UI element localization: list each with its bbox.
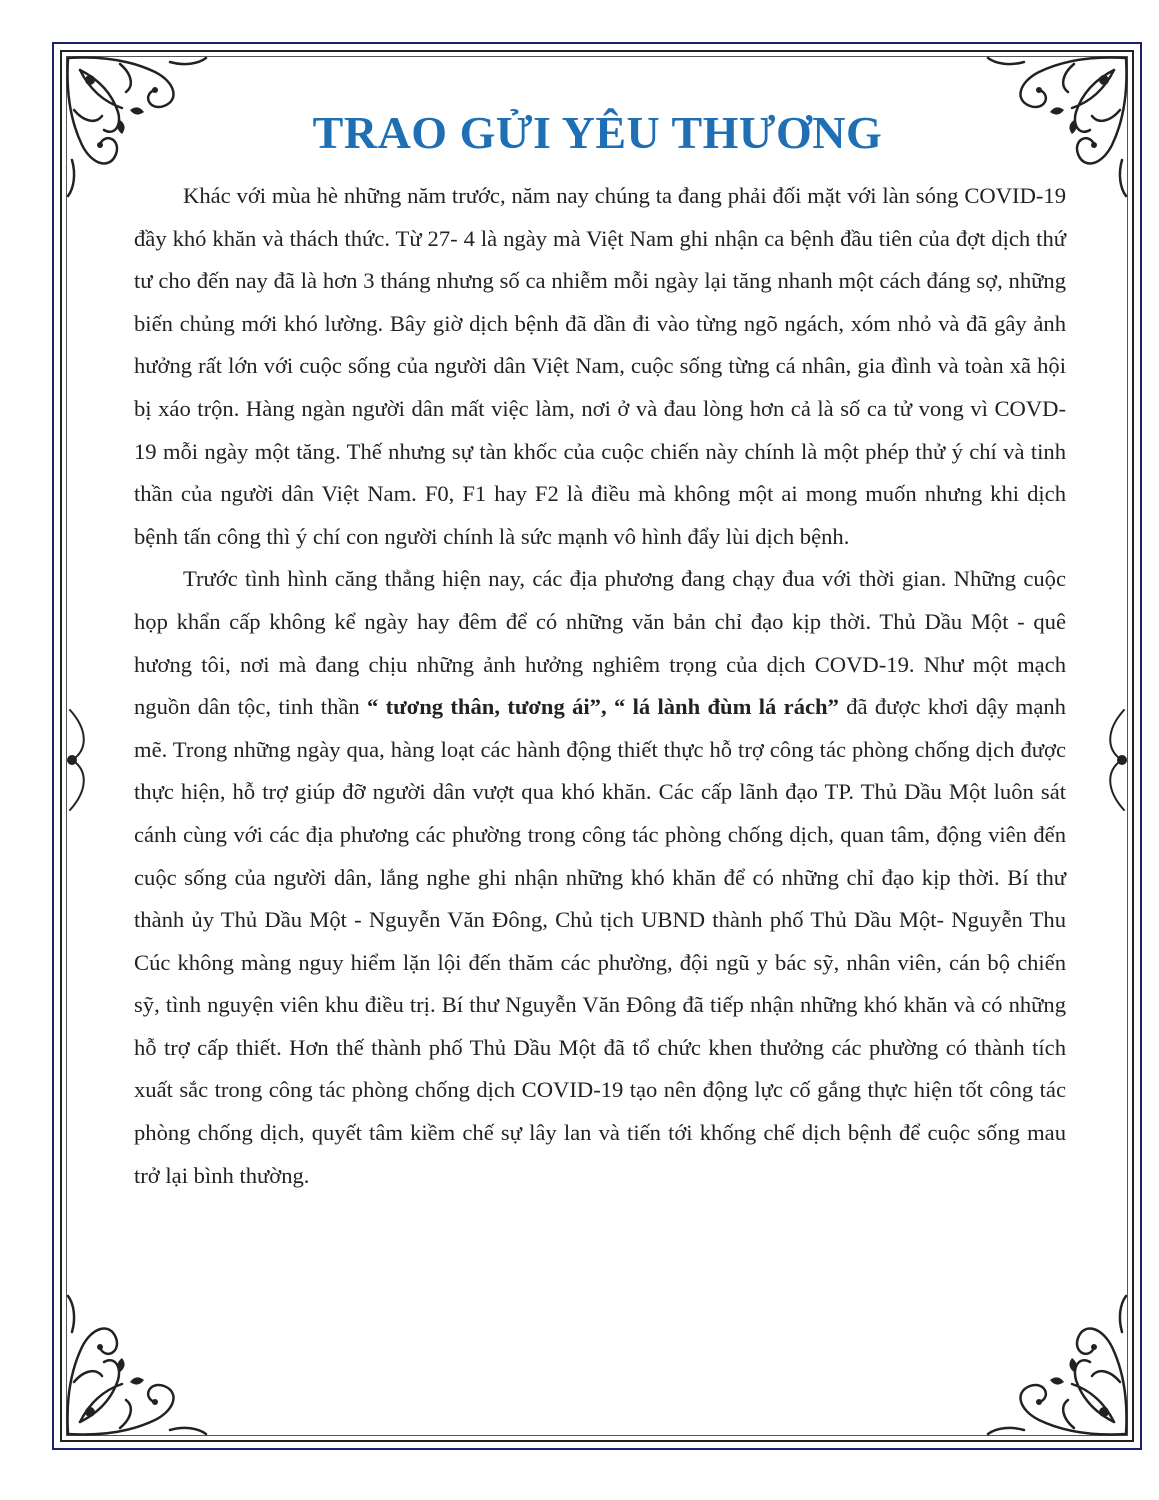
paragraph-2-part-2: đã được khơi dậy mạnh mẽ. Trong những ngày qua, hàng loạt các hành động thiết thực hỗ trợ công tác phòng chống dịch được thực hiện, hỗ trợ giúp đỡ người dân vượt qua khó khăn. Các cấp lãnh đạo TP. Thủ Dầu Một luôn sát cánh cùng với các địa phương các phường trong công tác phòng chống dịch, quan tâm, động viên đến cuộc sống của người dân, lắng nghe ghi nhận những khó khăn để có những chỉ đạo kịp thời. Bí thư thành ủy Thủ Dầu Một - Nguyễn Văn Đông, Chủ tịch UBND thành phố Thủ Dầu Một- Nguyễn Thu Cúc không màng nguy hiểm lặn lội đến thăm các phường, đội ngũ y bác sỹ, nhân viên, cán bộ chiến sỹ, tình nguyện viên khu điều trị. Bí thư Nguyễn Văn Đông đã tiếp nhận những khó khăn và có những hỗ trợ cấp thiết. Hơn thế thành phố Thủ Dầu Một đã tổ chức khen thưởng các phường có thành tích xuất sắc trong công tác phòng chống dịch COVID-19 tạo nên động lực cố gắng thực hiện tốt công tác phòng chống dịch, quyết tâm kiềm chế sự lây lan và tiến tới khống chế dịch bệnh để cuộc sống mau trở lại bình thường. [134, 694, 1066, 1188]
corner-flourish-bottom-left [60, 1292, 210, 1442]
article-body [134, 175, 1066, 1197]
corner-flourish-bottom-right [984, 1292, 1134, 1442]
paragraph-1: Khác với mùa hè những năm trước, năm nay chúng ta đang phải đối mặt với làn sóng COVID-19 đầy khó khăn và thách thức. Từ 27- 4 là ngày mà Việt Nam ghi nhận ca bệnh đầu tiên của đợt dịch thứ tư cho đến nay đã là hơn 3 tháng nhưng số ca nhiễm mỗi ngày lại tăng nhanh một cách đáng sợ, những biến chủng mới khó lường. Bây giờ dịch bệnh đã dần đi vào từng ngõ ngách, xóm nhỏ và đã gây ảnh hưởng rất lớn với cuộc sống của người dân Việt Nam, cuộc sống từng cá nhân, gia đình và toàn xã hội bị xáo trộn. Hàng ngàn người dân mất việc làm, nơi ở và đau lòng hơn cả là số ca tử vong vì COVD-19 mỗi ngày một tăng. Thế nhưng sự tàn khốc của cuộc chiến này chính là một phép thử ý chí và tinh thần của người dân Việt Nam. F0, F1 hay F2 là điều mà không một ai mong muốn nhưng khi dịch bệnh tấn công thì ý chí con người chính là sức mạnh vô hình đẩy lùi dịch bệnh. [134, 183, 1066, 549]
side-ornament-right [1092, 700, 1132, 820]
side-ornament-left [62, 700, 102, 820]
article-title: TRAO GỬI YÊU THƯƠNG [312, 107, 883, 158]
paragraph-2 [134, 558, 1066, 1197]
paragraph-2-part-1: Trước tình hình căng thẳng hiện nay, các địa phương đang chạy đua với thời gian. Những cuộc họp khẩn cấp không kể ngày hay đêm để có những văn bản chỉ đạo kịp thời. Thủ Dầu Một - quê hương tôi, nơi mà đang chịu những ảnh hưởng nghiêm trọng của dịch COVD-19. Như một mạch nguồn dân tộc, tinh thần [134, 566, 1066, 720]
paragraph-2-bold-quote: “ tương thân, tương ái”, “ lá lành đùm lá rách” [367, 694, 839, 720]
